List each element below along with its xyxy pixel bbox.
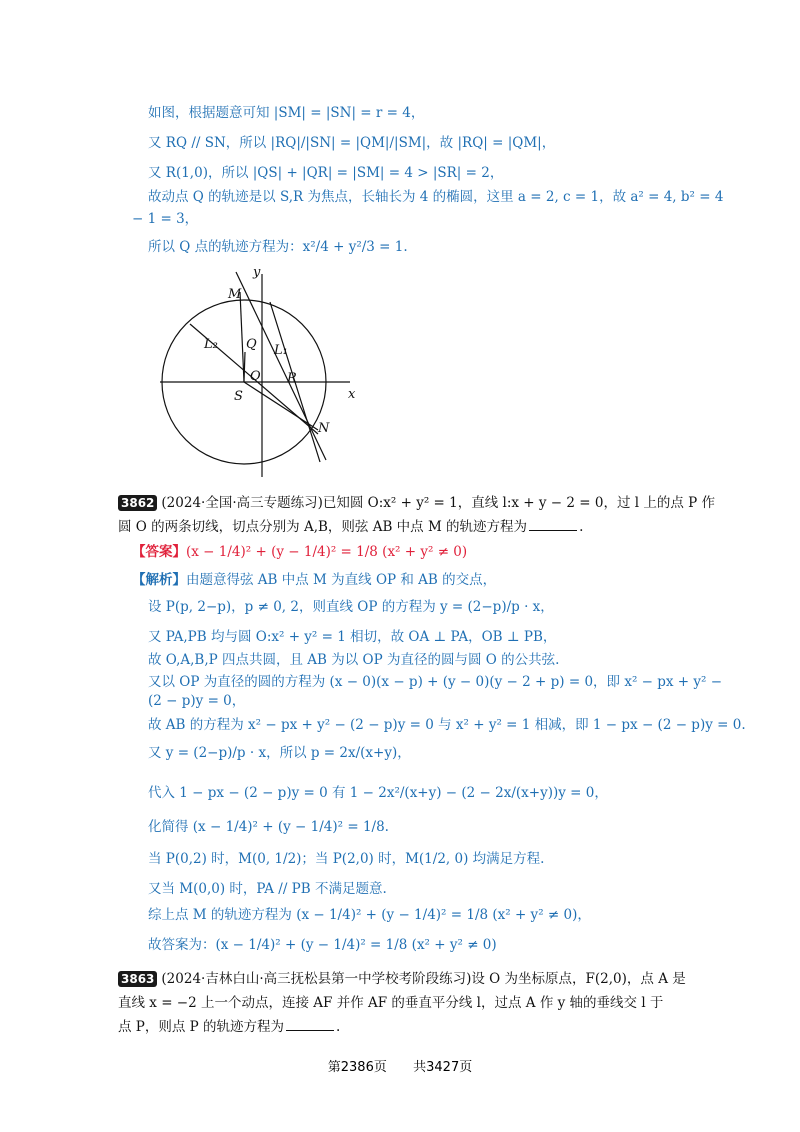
analysis-label: 【解析】	[132, 572, 186, 588]
label-r: R	[287, 371, 297, 386]
solution-line-1: 如图，根据题意可知 |SM| = |SN| = r = 4，	[148, 105, 425, 121]
label-m: M	[228, 287, 242, 302]
problem-number-badge: 3863	[118, 971, 157, 987]
problem-3862-line-1	[118, 494, 715, 512]
period: .	[579, 519, 584, 535]
analysis-line-10: 化简得 (x − 1/4)² + (y − 1/4)² = 1/8.	[148, 819, 389, 835]
solution-line-6: 所以 Q 点的轨迹方程为：x²/4 + y²/3 = 1.	[148, 239, 408, 255]
answer-label: 【答案】	[132, 544, 186, 560]
total-pages: 共3427页	[413, 1060, 473, 1075]
analysis-line-8: 又 y = (2−p)/p · x，所以 p = 2x/(x+y)，	[148, 745, 411, 761]
answer-text: (x − 1/4)² + (y − 1/4)² = 1/8 (x² + y² ≠ 0)	[186, 544, 468, 560]
analysis-line-2: 设 P(p, 2−p)，p ≠ 0, 2，则直线 OP 的方程为 y = (2−p)/p · x，	[148, 599, 554, 615]
answer-blank	[286, 1018, 334, 1031]
answer-line	[132, 543, 467, 561]
analysis-line-5: 又以 OP 为直径的圆的方程为 (x − 0)(x − p) + (y − 0)(y − 2 + p) = 0，即 x² − px + y² −	[148, 674, 723, 690]
problem-3862-line-2	[118, 518, 583, 536]
analysis-line-7: 故 AB 的方程为 x² − px + y² − (2 − p)y = 0 与 x² + y² = 1 相减，即 1 − px − (2 − p)y = 0.	[148, 717, 746, 733]
label-n: N	[318, 421, 330, 436]
problem-text: (2024·吉林白山·高三抚松县第一中学校考阶段练习)设 O 为坐标原点，F(2,0)，点 A 是	[161, 971, 686, 987]
problem-3863-line-1	[118, 970, 686, 988]
line-mn	[236, 272, 326, 460]
label-l2: L₂	[204, 337, 218, 352]
analysis-line-4: 故 O,A,B,P 四点共圆，且 AB 为以 OP 为直径的圆与圆 O 的公共弦.	[148, 652, 560, 668]
analysis-line-1	[132, 571, 496, 589]
answer-blank	[529, 518, 577, 531]
analysis-line-9: 代入 1 − px − (2 − p)y = 0 有 1 − 2x²/(x+y) − (2 − 2x/(x+y))y = 0，	[148, 785, 608, 801]
solution-line-4: 故动点 Q 的轨迹是以 S,R 为焦点，长轴长为 4 的椭圆，这里 a = 2, c = 1，故 a² = 4, b² = 4	[148, 189, 724, 205]
problem-number-badge: 3862	[118, 495, 157, 511]
geometry-figure	[150, 262, 370, 482]
problem-text: 圆 O 的两条切线，切点分别为 A,B，则弦 AB 中点 M 的轨迹方程为	[118, 519, 528, 535]
solution-line-3: 又 R(1,0)，所以 |QS| + |QR| = |SM| = 4 > |SR| = 2，	[148, 165, 504, 181]
problem-3863-line-2: 直线 x = −2 上一个动点，连接 AF 并作 AF 的垂直平分线 l，过点 A 作 y 轴的垂线交 l 于	[118, 995, 664, 1011]
label-q: Q	[246, 337, 257, 352]
segment-sn	[244, 382, 318, 430]
page-number: 第2386页	[327, 1060, 387, 1075]
label-x: x	[348, 387, 356, 402]
segment-qs	[244, 352, 245, 382]
label-o: O	[250, 369, 261, 384]
label-y: y	[253, 265, 261, 280]
analysis-line-12: 又当 M(0,0) 时，PA // PB 不满足题意.	[148, 881, 387, 897]
analysis-line-3: 又 PA,PB 均与圆 O:x² + y² = 1 相切，故 OA ⊥ PA，OB ⊥ PB，	[148, 629, 557, 645]
solution-line-5: − 1 = 3，	[132, 211, 199, 227]
page-footer	[0, 1056, 800, 1075]
analysis-line-11: 当 P(0,2) 时，M(0, 1/2)；当 P(2,0) 时，M(1/2, 0) 均满足方程.	[148, 851, 545, 867]
period: .	[336, 1019, 341, 1035]
problem-text: (2024·全国·高三专题练习)已知圆 O:x² + y² = 1，直线 l:x + y − 2 = 0，过 l 上的点 P 作	[161, 495, 716, 511]
problem-3863-line-3	[118, 1018, 340, 1036]
analysis-line-6: (2 − p)y = 0，	[148, 693, 246, 709]
problem-text: 点 P，则点 P 的轨迹方程为	[118, 1019, 285, 1035]
label-l1: L₁	[274, 343, 288, 358]
label-s: S	[234, 389, 243, 404]
analysis-text: 由题意得弦 AB 中点 M 为直线 OP 和 AB 的交点，	[186, 572, 497, 588]
solution-line-2: 又 RQ // SN，所以 |RQ|/|SN| = |QM|/|SM|，故 |RQ| = |QM|，	[148, 135, 556, 151]
analysis-line-13: 综上点 M 的轨迹方程为 (x − 1/4)² + (y − 1/4)² = 1/8 (x² + y² ≠ 0)，	[148, 907, 591, 923]
analysis-line-14: 故答案为：(x − 1/4)² + (y − 1/4)² = 1/8 (x² + y² ≠ 0)	[148, 937, 497, 953]
